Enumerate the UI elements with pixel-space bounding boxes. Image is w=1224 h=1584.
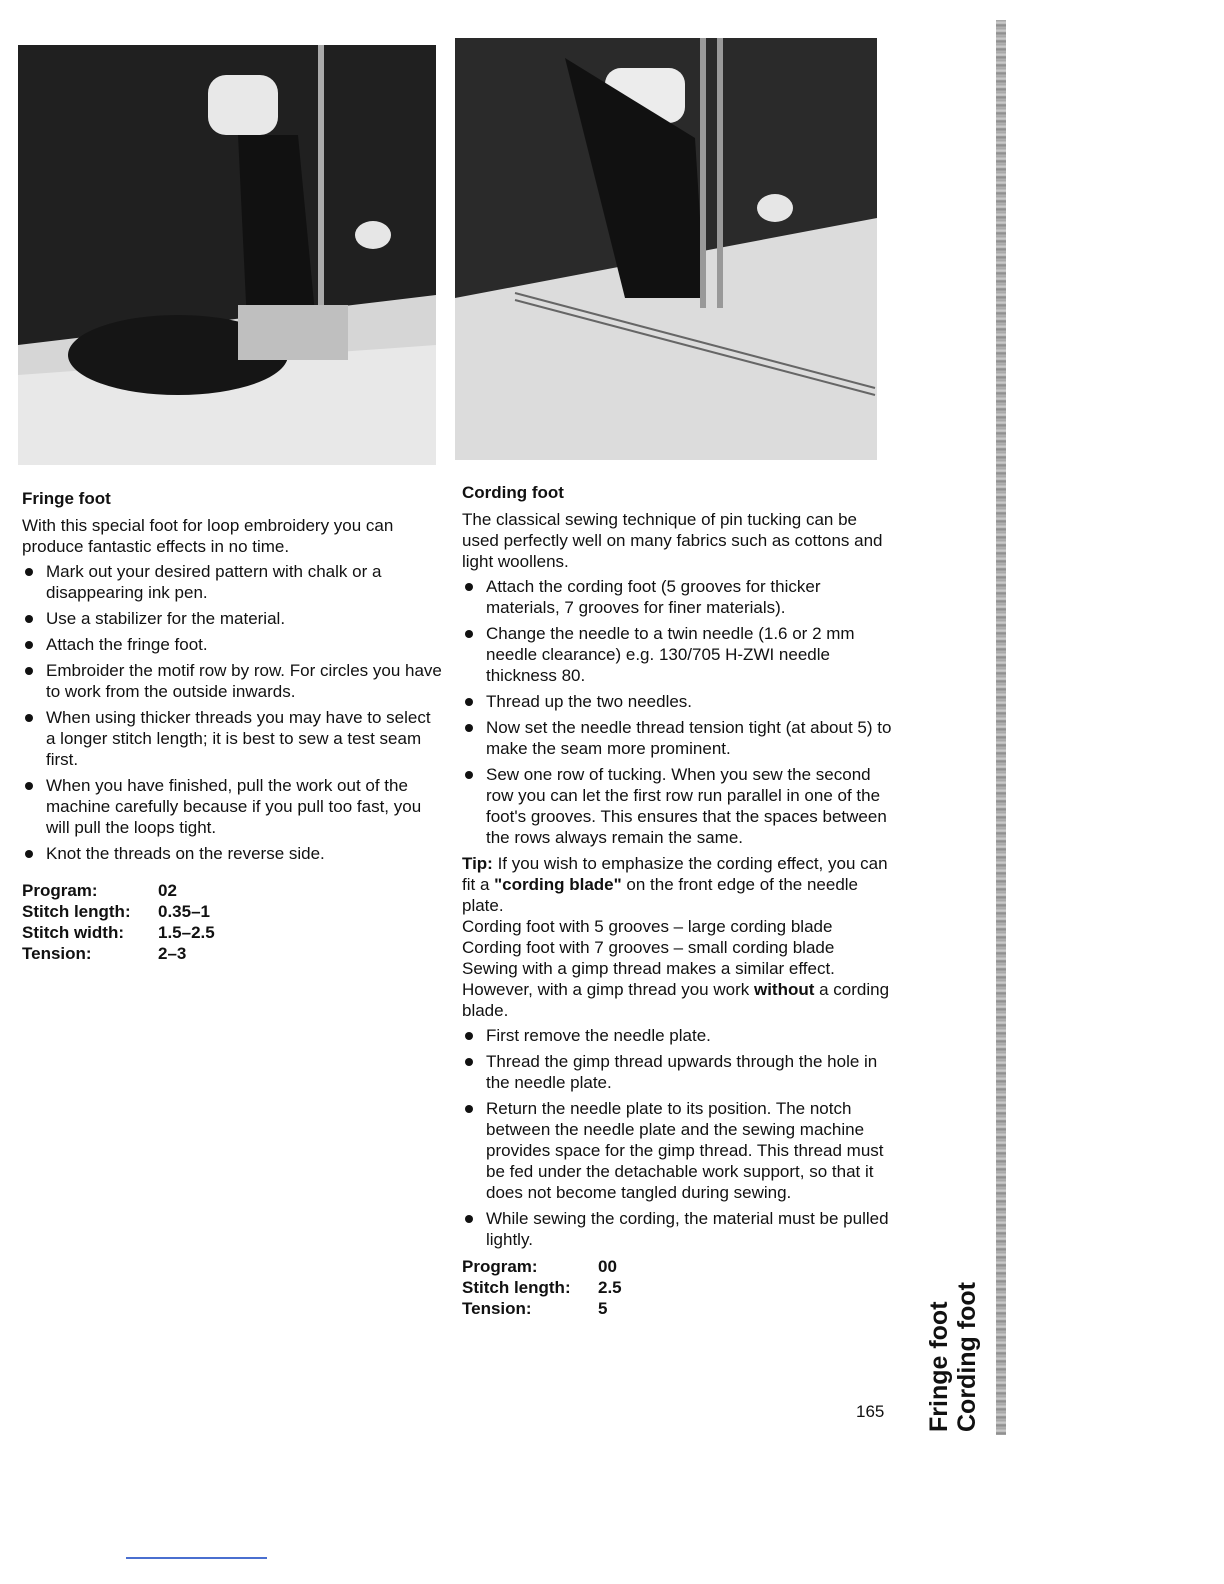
fringe-foot-steps <box>22 561 442 864</box>
fringe-foot-heading: Fringe foot <box>22 489 111 508</box>
list-item: When you have finished, pull the work out of the machine carefully because if you pull too fast, you will pull the loops tight. <box>22 775 442 838</box>
setting-label: Stitch width: <box>22 923 124 942</box>
page-number: 165 <box>856 1402 885 1421</box>
list-item: Mark out your desired pattern with chalk or a disappearing ink pen. <box>22 561 442 603</box>
fringe-foot-photo <box>18 45 436 465</box>
gimp-paragraph <box>462 979 894 1021</box>
settings-row <box>462 1298 622 1319</box>
gimp-steps <box>462 1025 894 1250</box>
settings-row <box>462 1277 622 1298</box>
setting-label: Program: <box>22 881 98 900</box>
tip-text-end: on the front edge of the needle plate. <box>462 875 859 915</box>
list-item: Now set the needle thread tension tight (at about 5) to make the seam more prominent. <box>462 717 894 759</box>
list-item: Knot the threads on the reverse side. <box>22 843 442 864</box>
gimp-bold: without <box>753 980 815 999</box>
side-tab-cording: Cording foot <box>953 1282 981 1432</box>
cording-foot-photo <box>455 38 877 460</box>
settings-row <box>22 901 215 922</box>
cording-foot-section <box>462 482 894 1319</box>
setting-value: 2–3 <box>158 944 187 963</box>
cording-foot-settings <box>462 1256 622 1319</box>
settings-row <box>22 922 215 943</box>
settings-row <box>22 943 215 964</box>
list-item: Return the needle plate to its position. The notch between the needle plate and the sewing machine provides space for the gimp thread. This thread must be fed under the detachable work support, so that it does not become tangled during sewing. <box>462 1098 894 1203</box>
tip-label: Tip: <box>462 854 493 873</box>
bottom-rule <box>126 1557 267 1559</box>
cording-line: Cording foot with 7 grooves – small cording blade <box>462 938 835 957</box>
list-item: Use a stabilizer for the material. <box>22 608 442 629</box>
setting-label: Tension: <box>22 944 92 963</box>
setting-value: 0.35–1 <box>158 902 210 921</box>
setting-label: Tension: <box>462 1299 532 1318</box>
setting-label: Stitch length: <box>22 902 131 921</box>
setting-value: 1.5–2.5 <box>158 923 215 942</box>
side-tab-fringe: Fringe foot <box>925 1301 953 1432</box>
tip-paragraph <box>462 853 894 916</box>
fringe-foot-settings <box>22 880 215 964</box>
cording-foot-intro: The classical sewing technique of pin tucking can be used perfectly well on many fabrics such as cottons and light woollens. <box>462 510 883 571</box>
list-item: Change the needle to a twin needle (1.6 or 2 mm needle clearance) e.g. 130/705 H-ZWI needle thickness 80. <box>462 623 894 686</box>
fringe-foot-section <box>22 488 442 964</box>
setting-value: 02 <box>158 881 177 900</box>
setting-label: Stitch length: <box>462 1278 571 1297</box>
list-item: Attach the fringe foot. <box>22 634 442 655</box>
list-item: Thread up the two needles. <box>462 691 894 712</box>
gimp-text: However, with a gimp thread you work <box>462 980 754 999</box>
gimp-text-end: a cording blade. <box>462 980 890 1020</box>
cording-foot-steps <box>462 576 894 848</box>
list-item: Thread the gimp thread upwards through the hole in the needle plate. <box>462 1051 894 1093</box>
section-side-tab <box>925 1280 991 1432</box>
setting-label: Program: <box>462 1257 538 1276</box>
list-item: Attach the cording foot (5 grooves for thicker materials, 7 grooves for finer materials). <box>462 576 894 618</box>
list-item: Embroider the motif row by row. For circles you have to work from the outside inwards. <box>22 660 442 702</box>
setting-value: 5 <box>598 1299 608 1318</box>
list-item: First remove the needle plate. <box>462 1025 894 1046</box>
cording-foot-heading: Cording foot <box>462 483 564 502</box>
cording-line: Cording foot with 5 grooves – large cording blade <box>462 917 833 936</box>
settings-row <box>22 880 215 901</box>
tip-text: If you wish to emphasize the cording effect, you can fit a <box>462 854 888 894</box>
list-item: When using thicker threads you may have to select a longer stitch length; it is best to sew a test seam first. <box>22 707 442 770</box>
fringe-foot-intro: With this special foot for loop embroidery you can produce fantastic effects in no time. <box>22 516 394 556</box>
setting-value: 00 <box>598 1257 617 1276</box>
cording-line: Sewing with a gimp thread makes a similar effect. <box>462 959 835 978</box>
list-item: Sew one row of tucking. When you sew the second row you can let the first row run parallel in one of the foot's grooves. This ensures that the spaces between the rows always remain the same. <box>462 764 894 848</box>
settings-row <box>462 1256 622 1277</box>
page-edge-scan-line <box>996 20 1006 1435</box>
list-item: While sewing the cording, the material must be pulled lightly. <box>462 1208 894 1250</box>
tip-bold: "cording blade" <box>494 875 622 894</box>
setting-value: 2.5 <box>598 1278 622 1297</box>
